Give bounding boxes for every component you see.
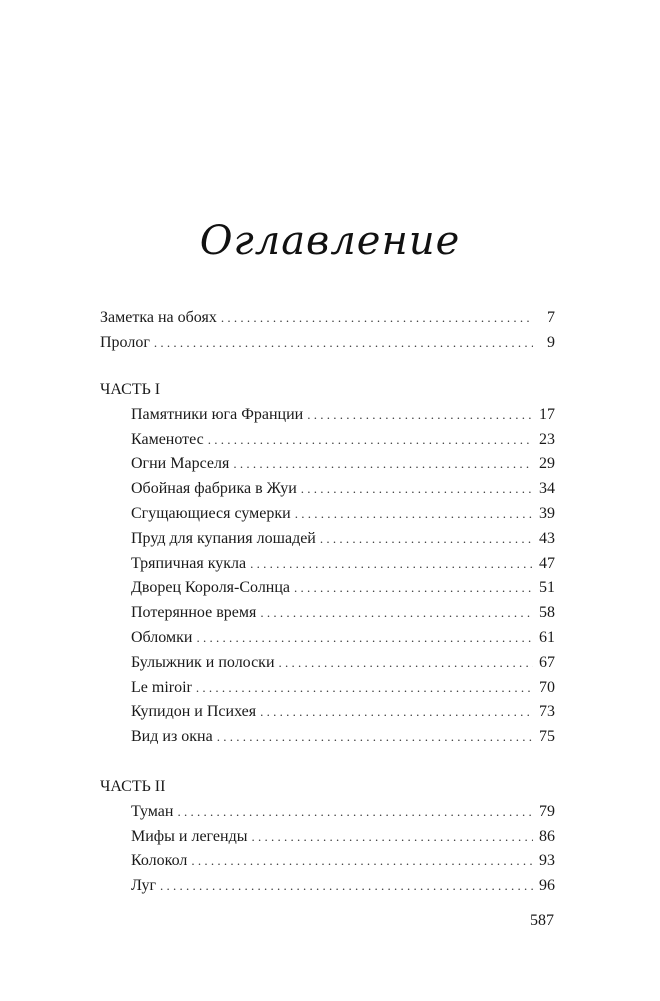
entry-title: Булыжник и полоски [131, 653, 275, 671]
entry-page-number: 75 [539, 728, 555, 746]
dot-leader [233, 452, 533, 477]
entry-title: Потерянное время [131, 604, 257, 622]
entry-page-number: 47 [539, 554, 555, 572]
entry-title: Мифы и легенды [131, 827, 248, 845]
toc-entry[interactable] [100, 576, 555, 601]
toc-entry[interactable] [100, 403, 555, 428]
toc-entry[interactable] [100, 428, 555, 453]
toc-entry[interactable] [100, 306, 555, 331]
dot-leader [208, 428, 533, 453]
toc-entry[interactable] [100, 477, 555, 502]
toc-entry[interactable] [100, 700, 555, 725]
entry-page-number: 9 [547, 333, 555, 351]
toc-entry[interactable] [100, 676, 555, 701]
entry-title: Памятники юга Франции [131, 405, 304, 423]
dot-leader [307, 403, 533, 428]
dot-leader [295, 502, 533, 527]
toc-entry[interactable] [100, 552, 555, 577]
toc-entry[interactable] [100, 502, 555, 527]
entry-title: Купидон и Психея [131, 703, 257, 721]
toc-entry[interactable] [100, 651, 555, 676]
dot-leader [294, 576, 533, 601]
entry-page-number: 86 [539, 827, 555, 845]
toc-entry[interactable] [100, 527, 555, 552]
dot-leader [191, 849, 533, 874]
part-heading: ЧАСТЬ II [100, 778, 166, 795]
toc-entry[interactable] [100, 601, 555, 626]
entry-title: Обломки [131, 628, 193, 646]
entry-page-number: 51 [539, 579, 555, 597]
dot-leader [196, 676, 533, 701]
entry-title: Каменотес [131, 430, 204, 448]
entry-page-number: 58 [539, 604, 555, 622]
dot-leader [279, 651, 533, 676]
dot-leader [260, 601, 533, 626]
toc-front-matter [100, 306, 555, 356]
entry-page-number: 29 [539, 455, 555, 473]
entry-page-number: 23 [539, 430, 555, 448]
page-number: 587 [530, 912, 554, 929]
entry-title: Огни Марселя [131, 455, 230, 473]
entry-page-number: 67 [539, 653, 555, 671]
toc-part-2 [100, 775, 555, 899]
dot-leader [154, 331, 533, 356]
entry-title: Луг [131, 877, 157, 895]
toc-entry[interactable] [100, 331, 555, 356]
toc-entry[interactable] [100, 874, 555, 899]
page-title: Оглавление [199, 218, 461, 264]
toc-entry[interactable] [100, 800, 555, 825]
entry-title: Заметка на обоях [100, 309, 217, 326]
toc-part-1 [100, 378, 555, 750]
entry-page-number: 61 [539, 628, 555, 646]
entry-title: Колокол [131, 852, 188, 870]
entry-title: Туман [131, 802, 174, 820]
dot-leader [217, 725, 533, 750]
entry-title: Пролог [100, 333, 150, 351]
entry-page-number: 39 [539, 504, 555, 522]
entry-title: Тряпичная кукла [131, 554, 247, 572]
part-heading: ЧАСТЬ I [100, 381, 161, 398]
entry-title: Вид из окна [131, 728, 213, 746]
dot-leader [260, 700, 533, 725]
entry-page-number: 73 [539, 703, 555, 721]
entry-page-number: 79 [539, 802, 555, 820]
entry-title: Дворец Короля-Солнца [131, 579, 291, 597]
toc-entry[interactable] [100, 849, 555, 874]
dot-leader [221, 306, 533, 331]
dot-leader [250, 552, 533, 577]
entry-page-number: 7 [547, 309, 555, 326]
entry-page-number: 34 [539, 480, 555, 498]
toc-entry[interactable] [100, 626, 555, 651]
entry-title: Пруд для купания лошадей [131, 529, 316, 547]
entry-title: Le miroir [131, 678, 192, 696]
entry-title: Сгущающиеся сумерки [131, 504, 291, 522]
dot-leader [301, 477, 533, 502]
dot-leader [320, 527, 533, 552]
dot-leader [177, 800, 533, 825]
toc-entry[interactable] [100, 452, 555, 477]
dot-leader [196, 626, 533, 651]
entry-page-number: 43 [539, 529, 555, 547]
toc-entry[interactable] [100, 825, 555, 850]
entry-page-number: 93 [539, 852, 555, 870]
entry-page-number: 17 [539, 405, 555, 423]
dot-leader [251, 825, 533, 850]
toc-entry[interactable] [100, 725, 555, 750]
entry-title: Обойная фабрика в Жуи [131, 480, 297, 498]
entry-page-number: 70 [539, 678, 555, 696]
dot-leader [160, 874, 533, 899]
entry-page-number: 96 [539, 877, 555, 895]
